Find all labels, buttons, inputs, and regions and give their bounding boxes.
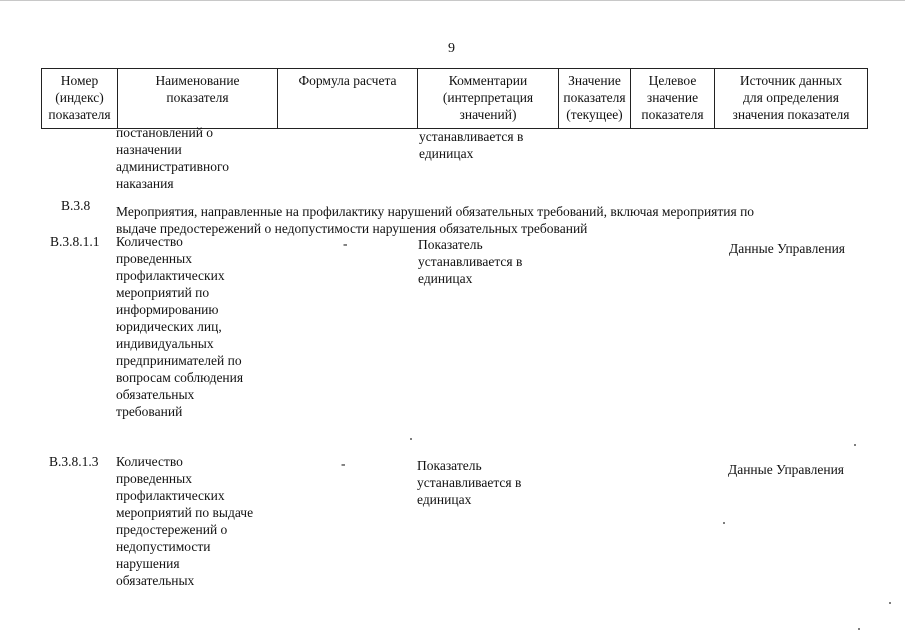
header-data-source: Источник данных для определения значения показателя [715,69,868,129]
header-formula: Формула расчета [278,69,418,129]
header-comments: Комментарии (интерпретация значений) [418,69,559,129]
scan-speck [889,602,891,604]
header-index: Номер (индекс) показателя [42,69,118,129]
scan-speck [858,628,860,630]
row-comment: Показатель устанавливается в единицах [418,237,523,286]
page-number: 9 [448,41,455,56]
row-index: В.3.8.1.1 [50,234,100,249]
row-data-source: Данные Управления [729,241,846,256]
section-title: Мероприятия, направленные на профилактику нарушений обязательных требований, включая мероприятия по выдаче предостережений о недопустимости нарушения обязательных требований [116,204,755,236]
row-formula: - [341,456,346,471]
header-name: Наименование показателя [118,69,278,129]
row-data-source: Данные Управления [728,462,845,477]
header-target-value: Целевое значение показателя [631,69,715,129]
scan-speck [723,522,725,524]
row-indicator-name: Количество проведенных профилактических мероприятий по информированию юридических лиц, индивидуальных предпринимателей по вопросам соблюдения обязательных требований [116,234,244,419]
top-border-line [0,0,905,1]
row-index: В.3.8.1.3 [49,454,99,469]
header-current-value: Значение показателя (текущее) [559,69,631,129]
row-indicator-name: Количество проведенных профилактических мероприятий по выдаче предостережений о недопустимости нарушения обязательных [116,454,254,588]
continued-indicator-name: постановлений о назначении административного наказания [116,125,229,191]
scan-speck [410,438,412,440]
scan-speck [854,444,856,446]
row-formula: - [343,236,348,251]
indicator-table-header [41,68,868,129]
continued-comment: устанавливается в единицах [419,129,524,161]
row-comment: Показатель устанавливается в единицах [417,458,522,507]
header-row [42,69,868,129]
section-code: В.3.8 [61,198,91,213]
